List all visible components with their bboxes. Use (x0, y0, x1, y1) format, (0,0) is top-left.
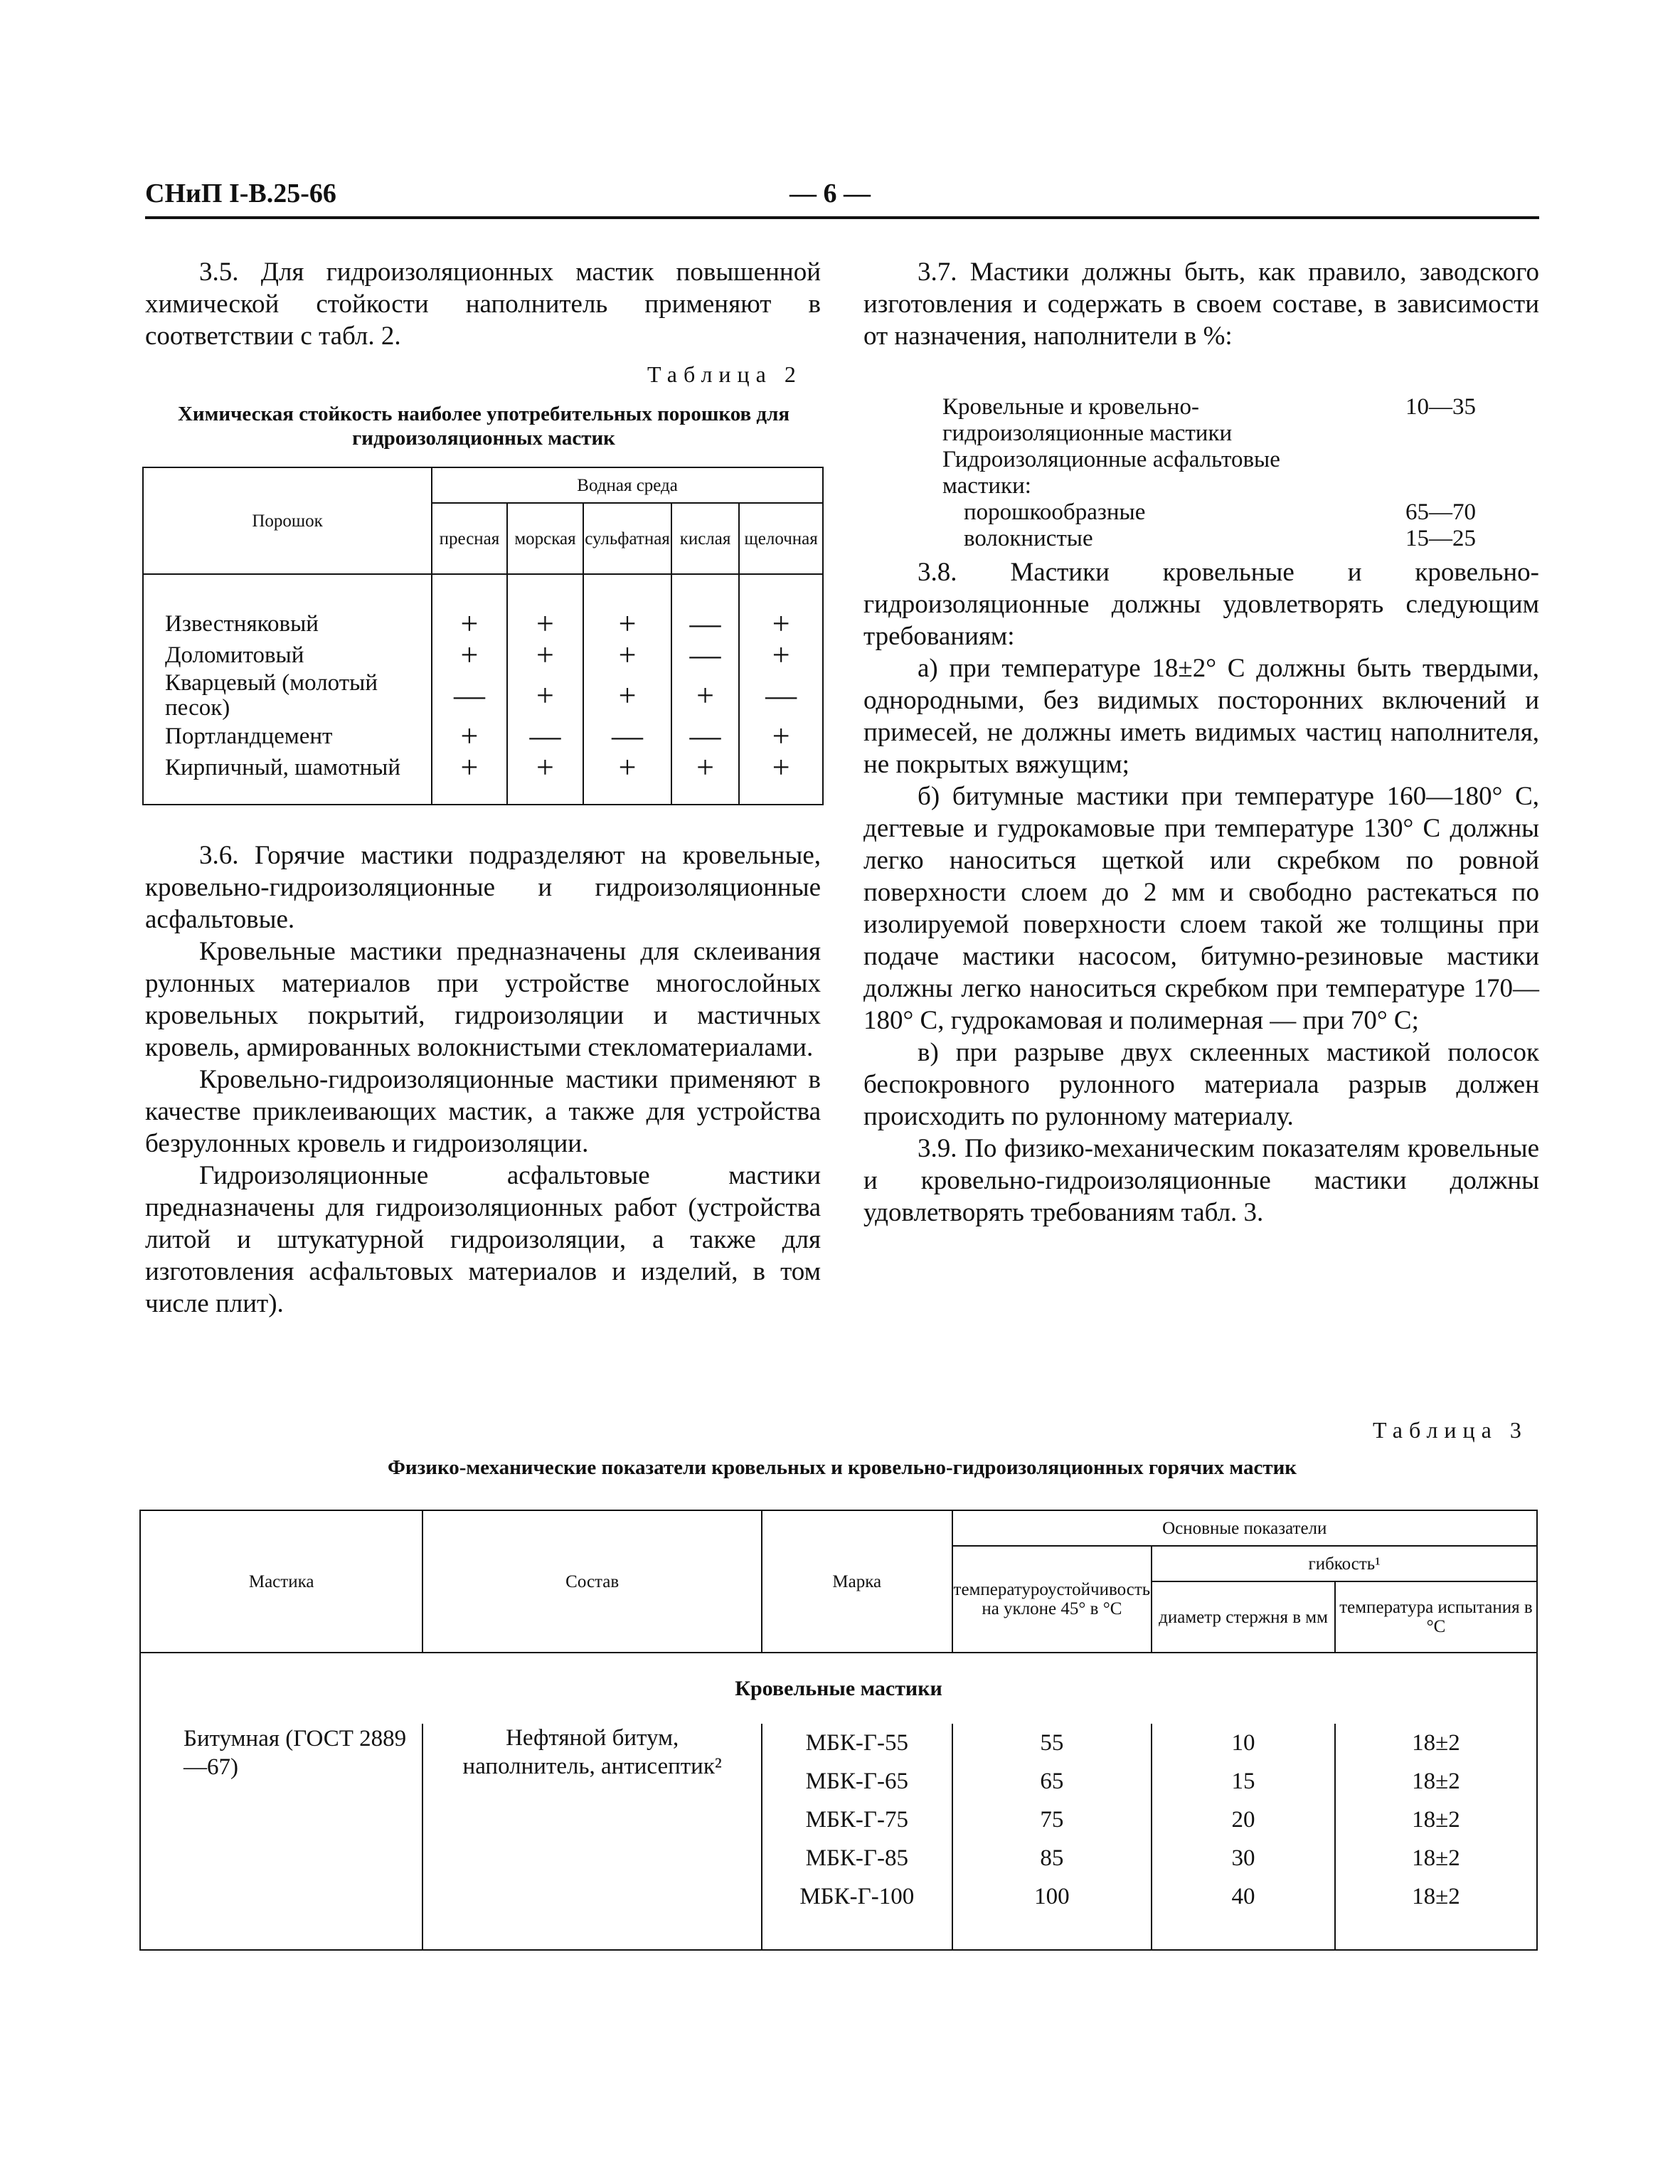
table-row: Кварцевый (молотый песок) — + + + — (143, 671, 823, 721)
table3-caption: Таблица 3 (1373, 1417, 1528, 1443)
table3-header-main: Основные показатели (952, 1510, 1537, 1546)
table-row: Доломитовый + + + — + (143, 640, 823, 671)
table-row: МБК-Г-85 85 30 18±2 (140, 1839, 1537, 1877)
table3-header-temp: температуроустойчивость на уклоне 45° в °С (952, 1546, 1152, 1653)
header-rule (145, 216, 1539, 219)
list-item: порошкообразные 65—70 (964, 499, 1476, 525)
paragraph-3-6: 3.6. Горячие мастики подразделяют на кровельные, кровельно-гидроизоляционные и гидроизоляционные асфальтовые. Кровельные мастики предназначены для склеивания рулонных материалов при устройстве многослойных кровельных покрытий, гидроизоляции и мастичных кровель, армированных волокнистыми стекломатериалами. Кровельно-гидроизоляционные мастики применяют в качестве приклеивающих мастик, а также для устройства безрулонных кровель и гидроизоляции. Гидроизоляционные асфальтовые мастики предназначены для гидроизоляционных работ (устройства литой и штукатурной гидроизоляции, а также для изготовления асфальтовых материалов и изделий, в том числе плит). (145, 841, 821, 1318)
table3-title: Физико-механические показатели кровельных и кровельно-гидроизоляционных горячих мастик (387, 1456, 1297, 1479)
table2-title: Химическая стойкость наиболее употребительных порошков для гидроизоляционных мастик (177, 403, 790, 450)
table-row: МБК-Г-100 100 40 18±2 (140, 1877, 1537, 1916)
paragraph-3-8: 3.8. Мастики кровельные и кровельно-гидроизоляционные должны удовлетворять следующим требованиям: а) при температуре 18±2° С должны быть твердыми, однородными, без видимых посторонних включений и примесей, не должны иметь видимых частиц наполнителя, не покрытых вяжущим; б) битумные мастики при температуре 160—180° С, дегтевые и гудрокамовые при температуре 130° С должны легко наноситься щеткой или скребком по ровной поверхности слоем до 2 мм и свободно растекаться по изолируемой поверхности слоем такой же толщины при подаче мастики насосом, битумно-резиновые мастики должны легко наноситься скребком при температуре 170—180° С, гудрокамовая и полимерная — при 70° С; в) при разрыве двух склеенных мастикой полосок беспокровного рулонного материала разрыв должен происходить по рулонному материалу. 3.9. По физико-механическим показателям кровельные и кровельно-гидроизоляционные мастики должны удовлетворять требованиям табл. 3. (863, 558, 1539, 1227)
table-row: Известняковый + + + — + (143, 608, 823, 640)
table2-col: пресная (432, 503, 507, 574)
list-item: Кровельные и кровельно-гидроизоляционные мастики 10—35 (942, 394, 1476, 446)
table2 (142, 467, 824, 805)
table3-header-composition: Состав (422, 1510, 762, 1653)
paragraph-3-7: 3.7. Мастики должны быть, как правило, заводского изготовления и содержать в своем составе, в зависимости от назначения, наполнители в %: (863, 258, 1539, 351)
table3-header-mastic: Мастика (140, 1510, 422, 1653)
list-item: волокнистые 15—25 (964, 526, 1476, 551)
table3-section: Кровельные мастики (140, 1653, 1537, 1724)
table3-header-diam: диаметр стержня в мм (1152, 1581, 1335, 1653)
table3-header-flex: гибкость¹ (1152, 1546, 1537, 1581)
table-row: Портландцемент + — — — + (143, 721, 823, 752)
table2-col: морская (507, 503, 584, 574)
table3 (139, 1510, 1538, 1951)
paragraph-3-5: 3.5. Для гидроизоляционных мастик повышенной химической стойкости наполнитель применяют в соответствии с табл. 2. (145, 258, 821, 351)
table-row: МБК-Г-65 65 15 18±2 (140, 1762, 1537, 1801)
table2-col: кислая (671, 503, 739, 574)
table-row: Кирпичный, шамотный + + + + + (143, 752, 823, 783)
table2-col: щелочная (739, 503, 823, 574)
document-code: СНиП I-В.25-66 (145, 179, 336, 208)
table2-header-powder: Порошок (143, 467, 432, 574)
table2-header-group: Водная среда (432, 467, 823, 503)
table3-header-brand: Марка (762, 1510, 952, 1653)
table2-col: сульфатная (583, 503, 671, 574)
table-row: Битумная (ГОСТ 2889—67) Нефтяной битум, наполнитель, антисептик² МБК-Г-55 55 10 18±2 (140, 1724, 1537, 1762)
table3-header-testtemp: температура испытания в °С (1335, 1581, 1537, 1653)
page-number: — 6 — (790, 179, 871, 208)
filler-list (942, 394, 1476, 552)
table-row: МБК-Г-75 75 20 18±2 (140, 1801, 1537, 1839)
list-item: Гидроизоляционные асфальтовые мастики: (942, 447, 1280, 499)
table2-caption: Таблица 2 (647, 361, 802, 387)
